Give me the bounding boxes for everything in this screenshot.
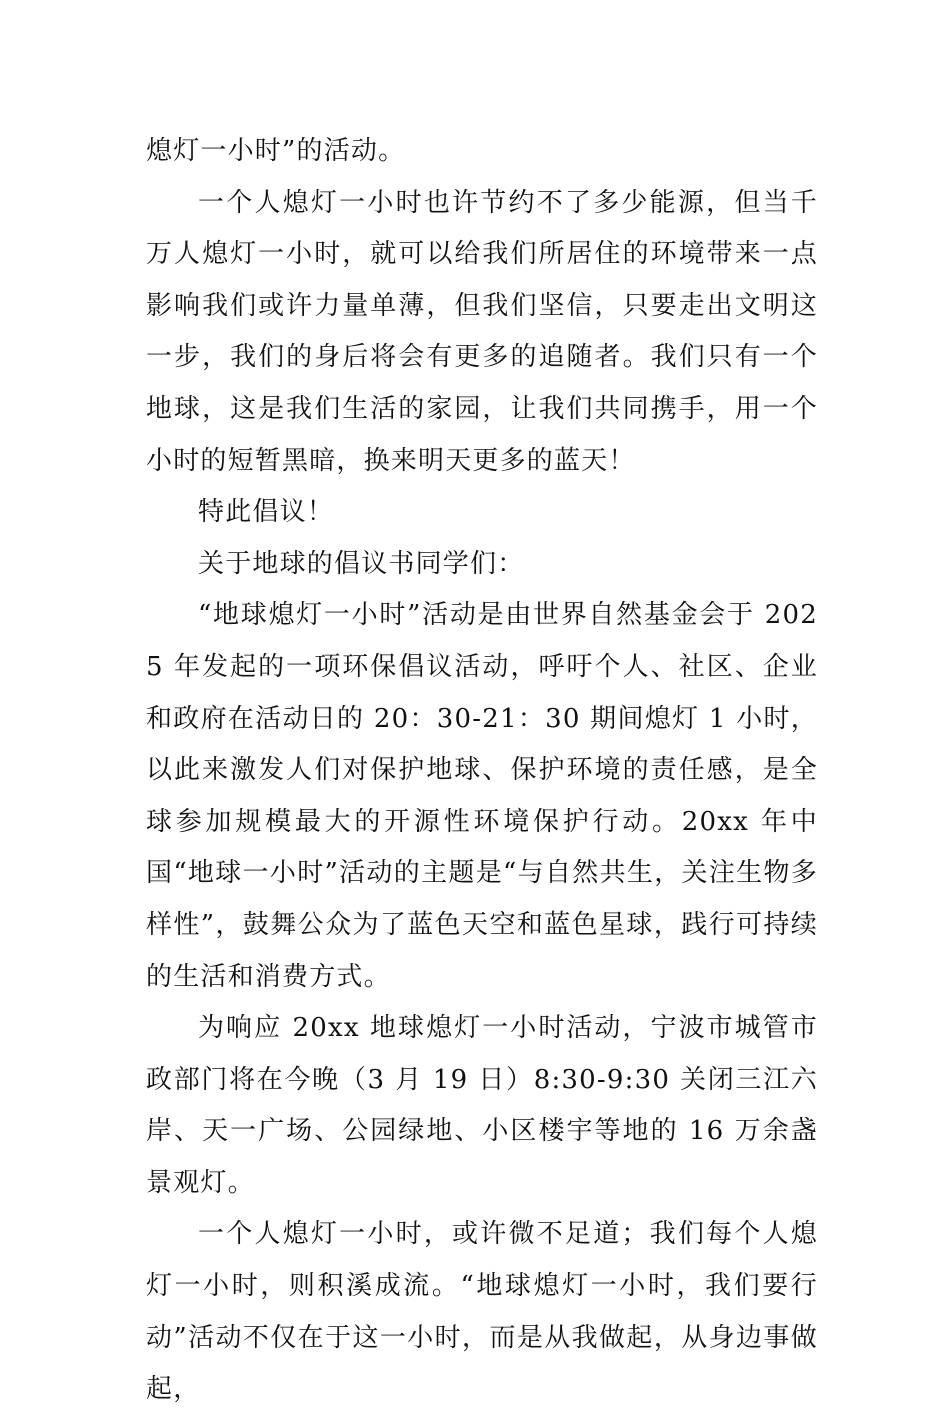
paragraph-proposal: 特此倡议！ (198, 497, 335, 528)
paragraph-ningbo: 为响应 20xx 地球熄灯一小时活动，宁波市城管市政部门将在今晚（3 月 19 日）8:30-9:30 关闭三江六岸、天一广场、公园绿地、小区楼宇等地的 16 万余盏景观灯。 (146, 1013, 818, 1198)
paragraph-earth-hour: “地球熄灯一小时”活动是由世界自然基金会于 2025 年发起的一项环保倡议活动，呼吁个人、社区、企业和政府在活动日的 20：30-21：30 期间熄灯 1 小时，以此来激发人们对保护地球、保护环境的责任感，是全球参加规模最大的开源性环境保护行动。20xx 年中国“地球一小时”活动的主题是“与自然共生，关注生物多样性”，鼓舞公众为了蓝色天空和蓝色星球，践行可持续的生活和消费方式。 (146, 600, 818, 992)
paragraph-heading: 关于地球的倡议书同学们： (198, 548, 525, 579)
paragraph-continuation: 熄灯一小时”的活动。 (146, 136, 406, 166)
paragraph-action: 一个人熄灯一小时，或许微不足道；我们每个人熄灯一小时，则积溪成流。“地球熄灯一小时，我们要行动”活动不仅在于这一小时，而是从我做起，从身边事做起， (146, 1219, 818, 1405)
paragraph-one-person: 一个人熄灯一小时也许节约不了多少能源，但当千万人熄灯一小时，就可以给我们所居住的环境带来一点影响我们或许力量单薄，但我们坚信，只要走出文明这一步，我们的身后将会有更多的追随者。我们只有一个地球，这是我们生活的家园，让我们共同携手，用一个小时的短暂黑暗，换来明天更多的蓝天！ (146, 187, 818, 476)
document-body (146, 126, 818, 1416)
